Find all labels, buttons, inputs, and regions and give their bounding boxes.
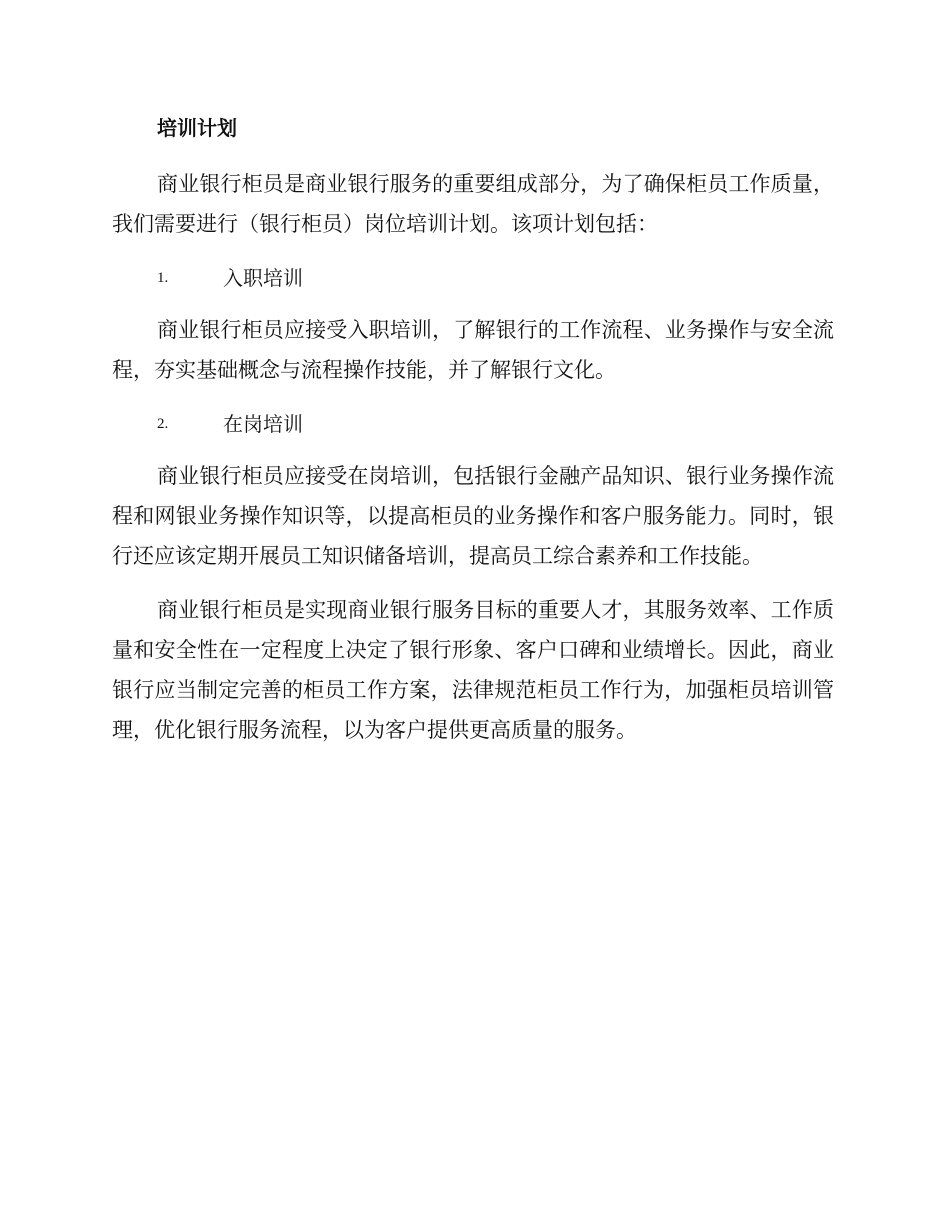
on-the-job-paragraph: 商业银行柜员应接受在岗培训，包括银行金融产品知识、银行业务操作流程和网银业务操作知识等，以提高柜员的业务操作和客户服务能力。同时，银行还应该定期开展员工知识储备培训，提高员工综合素养和工作技能。: [112, 464, 834, 568]
onboarding-paragraph: 商业银行柜员应接受入职培训，了解银行的工作流程、业务操作与安全流程，夯实基础概念与流程操作技能，并了解银行文化。: [112, 318, 834, 382]
document-body: [112, 108, 834, 764]
conclusion-paragraph: 商业银行柜员是实现商业银行服务目标的重要人才，其服务效率、工作质量和安全性在一定程度上决定了银行形象、客户口碑和业绩增长。因此，商业银行应当制定完善的柜员工作方案，法律规范柜员工作行为，加强柜员培训管理，优化银行服务流程，以为客户提供更高质量的服务。: [112, 598, 834, 742]
intro-paragraph: 商业银行柜员是商业银行服务的重要组成部分，为了确保柜员工作质量，我们需要进行（银行柜员）岗位培训计划。该项计划包括：: [112, 172, 834, 236]
list-number: 2.: [157, 416, 169, 432]
section-heading: 培训计划: [157, 116, 237, 140]
list-item-onboarding: [112, 258, 834, 298]
list-item-on-the-job: [112, 404, 834, 444]
list-label: 在岗培训: [223, 412, 303, 436]
list-number: 1.: [157, 270, 169, 286]
list-label: 入职培训: [223, 266, 303, 290]
